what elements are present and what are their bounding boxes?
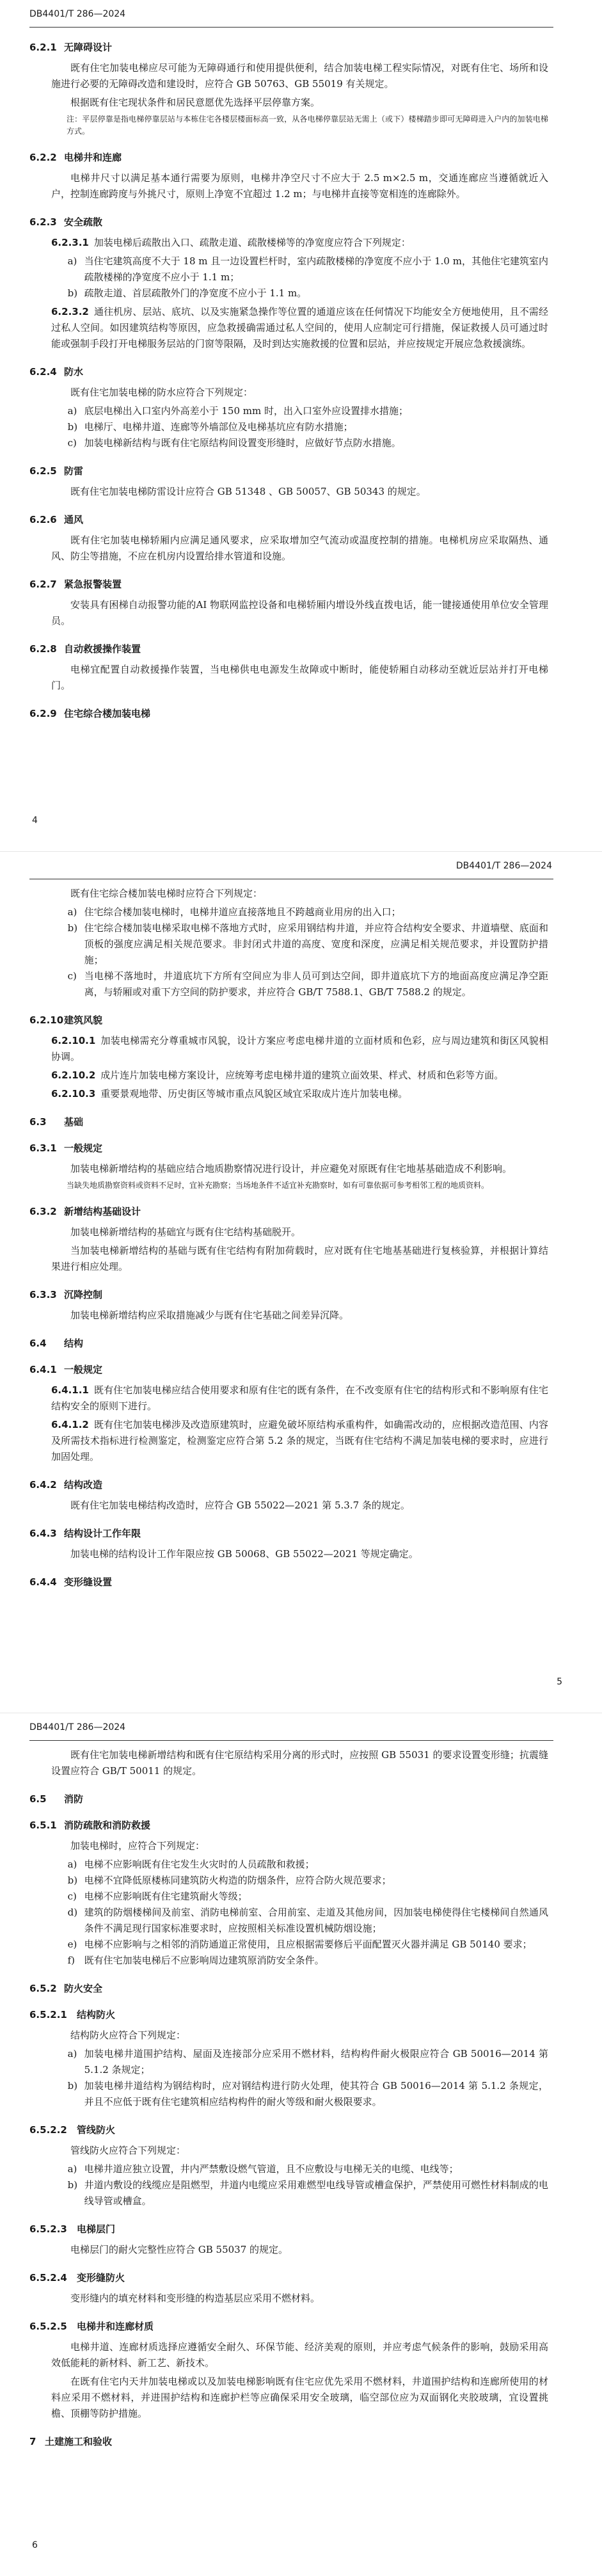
- section-heading-6-2-7: 6.2.7 紧急报警装置: [29, 579, 122, 590]
- section-heading-6-3: 6.3 基础: [29, 1116, 84, 1128]
- section-heading-6-5: 6.5 消防: [29, 1793, 84, 1805]
- clause-6-2-3-2: 6.2.3.2 通往机房、层站、底坑、以及实施紧急操作等位置的通道应该在任何情况下均能安全方便地使用，且不需经过私人空间。如因建筑结构等原因，应急救援确需通过私人空间的，使用人应制定可行措施，保证救援人员可通过时能或强制手段打开电梯服务层站的门窗等限隔，及时到达实施救援的位置和层站，并应按规定开展应急救援演练。: [51, 306, 548, 349]
- document-page-5: [0, 852, 602, 1713]
- section-heading-6-4: 6.4 结构: [29, 1338, 84, 1349]
- section-heading-6-2-8: 6.2.8 自动救援操作装置: [29, 643, 141, 655]
- header-rule: [29, 1740, 553, 1741]
- paragraph: 管线防火应符合下列规定：: [70, 2145, 186, 2156]
- list-item: d) 建筑的防烟楼梯间及前室、消防电梯前室、合用前室、走道及其他房间，因加装电梯使得住宅楼梯间自然通风条件不满足现行国家标准要求时，应按照相关标准设置机械防烟设施；: [67, 1907, 548, 1934]
- section-heading-6-2-3: 6.2.3 安全疏散: [29, 216, 103, 228]
- document-page-6: [0, 1713, 602, 2576]
- page-header-code: DB4401/T 286—2024: [29, 1722, 126, 1732]
- section-heading-6-5-2: 6.5.2 防火安全: [29, 1983, 103, 1994]
- section-heading-6-2-6: 6.2.6 通风: [29, 514, 84, 525]
- paragraph: 既有住宅加装电梯新增结构和既有住宅原结构采用分离的形式时，应按照 GB 55031 的要求设置变形缝；抗震缝设置应符合 GB/T 50011 的规定。: [51, 1749, 548, 1777]
- section-heading-6-5-2-5: 6.5.2.5 电梯井和连廊材质: [29, 2321, 154, 2332]
- paragraph: 加装电梯新增结构应采取措施减少与既有住宅基础之间差异沉降。: [70, 1309, 349, 1321]
- page-number: 6: [32, 2540, 38, 2550]
- section-heading-6-2-2: 6.2.2 电梯井和连廊: [29, 152, 122, 163]
- page-number: 5: [557, 1677, 562, 1687]
- paragraph: 电梯井道、连廊材质选择应遵循安全耐久、环保节能、经济美观的原则，并应考虑气候条件的影响，鼓励采用高效低能耗的新材料、新工艺、新技术。: [51, 2341, 548, 2369]
- section-heading-6-3-2: 6.3.2 新增结构基础设计: [29, 1206, 141, 1217]
- page-header-code: DB4401/T 286—2024: [455, 861, 552, 871]
- list-item: c) 当电梯不落地时，井道底坑下方所有空间应为非人员可到达空间，即井道底坑下方的地面高度应满足净空距离，与轿厢或对重下方空间的防护要求，并应符合 GB/T 7588.1、GB/T 7588.2 的规定。: [67, 970, 548, 998]
- list-item: a) 电梯不应影响既有住宅发生火灾时的人员疏散和救援；: [67, 1859, 315, 1870]
- list-6-2-3-1: [51, 253, 548, 301]
- section-heading-6-2-1: 6.2.1 无障碍设计: [29, 42, 113, 53]
- section-heading-6-2-5: 6.2.5 防雷: [29, 465, 84, 477]
- list-item: b) 住宅综合楼加装电梯采取电梯不落地方式时，应采用钢结构井道，并应符合结构安全要求、井道墙壁、底面和顶板的强度应满足相关规范要求。非封闭式井道的高度、宽度和深度，应满足相关规范要求，并设置防护措施；: [67, 922, 548, 966]
- list-item: a) 加装电梯井道围护结构、屋面及连接部分应采用不燃材料，结构构件耐火极限应符合 GB 50016—2014 第 5.1.2 条规定；: [67, 2048, 548, 2076]
- clause-6-2-10-3: 6.2.10.3 重要景观地带、历史街区等城市重点风貌区域宜采取成片连片加装电梯。: [51, 1088, 408, 1100]
- section-heading-6-4-2: 6.4.2 结构改造: [29, 1479, 103, 1491]
- page-header-code: DB4401/T 286—2024: [29, 9, 126, 19]
- paragraph: 电梯井尺寸以满足基本通行需要为原则，电梯井净空尺寸不应大于 2.5 m×2.5 m，交通连廊应当遵循就近入户，控制连廊跨度与外挑尺寸，原则上净宽不宜超过 1.2 m；与电梯井直接等宽相连的连廊除外。: [51, 172, 548, 200]
- section-heading-6-3-3: 6.3.3 沉降控制: [29, 1289, 103, 1300]
- header-rule: [29, 27, 553, 28]
- section-heading-6-5-2-2: 6.5.2.2 管线防火: [29, 2124, 116, 2136]
- paragraph: 加装电梯新增结构的基础宜与既有住宅结构基础脱开。: [70, 1226, 301, 1238]
- clause-6-4-1-1: 6.4.1.1 既有住宅加装电梯应结合使用要求和原有住宅的既有条件，在不改变原有住宅的结构形式和不影响原有住宅结构安全的原则下进行。: [51, 1384, 548, 1412]
- note: 当缺失地质勘察资料或资料不足时，宜补充勘察；当场地条件不适宜补充勘察时，如有可靠依据可参考相邻工程的地质资料。: [67, 1181, 489, 1190]
- paragraph: 既有住宅综合楼加装电梯时应符合下列规定：: [70, 888, 263, 899]
- paragraph: 既有住宅加装电梯防雷设计应符合 GB 51348 、GB 50057、GB 50343 的规定。: [70, 486, 426, 497]
- list-item: b) 加装电梯井道结构为钢结构时，应对钢结构进行防火处理，使其符合 GB 50016—2014 第 5.1.2 条规定，并且不应低于既有住宅建筑相应结构构件的耐火等级和耐火极限要求。: [67, 2080, 548, 2108]
- list-item: e) 电梯不应影响与之相邻的消防通道正常使用，且应根据需要修后平面配置灭火器并满足 GB 50140 要求；: [67, 1939, 532, 1950]
- paragraph: 加装电梯的结构设计工作年限应按 GB 50068、GB 55022—2021 等规定确定。: [70, 1548, 418, 1560]
- paragraph: 既有住宅加装电梯应尽可能为无障碍通行和使用提供便利，结合加装电梯工程实际情况，对既有住宅、场所和设施进行必要的无障碍改造和建设时，应符合 GB 50763、GB 55019 有关规定。: [51, 62, 548, 90]
- list-6-5-1: [51, 1857, 548, 1969]
- list-item: f) 既有住宅加装电梯后不应影响周边建筑原消防安全条件。: [67, 1955, 324, 1966]
- paragraph: 既有住宅加装电梯结构改造时，应符合 GB 55022—2021 第 5.3.7 条的规定。: [70, 1500, 410, 1511]
- section-heading-6-2-10: 6.2.10建筑风貌: [29, 1014, 103, 1026]
- clause-6-2-3-1: 6.2.3.1 加装电梯后疏散出入口、疏散走道、疏散楼梯等的净宽度应符合下列规定：: [51, 237, 411, 248]
- list-item: c) 加装电梯新结构与既有住宅原结构间设置变形缝时，应做好节点防水措施。: [67, 437, 401, 449]
- clause-6-2-10-2: 6.2.10.2 成片连片加装电梯方案设计，应统筹考虑电梯井道的建筑立面效果、样式、材质和色彩等方面。: [51, 1069, 504, 1081]
- clause-6-2-10-1: 6.2.10.1 加装电梯需充分尊重城市风貌，设计方案应考虑电梯井道的立面材质和色彩，应与周边建筑和街区风貌相协调。: [51, 1035, 548, 1062]
- section-heading-6-4-4: 6.4.4 变形缝设置: [29, 1576, 113, 1588]
- list-item: b) 电梯不宜降低原楼栋同建筑防火构造的防烟条件，应符合防火规范要求；: [67, 1875, 392, 1886]
- document-page-4: [0, 0, 602, 851]
- clause-6-4-1-2: 6.4.1.2 既有住宅加装电梯涉及改造原建筑时，应避免破坏原结构承重构件，如确需改动的，应根据改造范围、内容及所需技术指标进行检测鉴定，检测鉴定应符合第 5.2 条的规定，当既有住宅结构不满足加装电梯的要求时，应进行加固处理。: [51, 1419, 548, 1462]
- list-item: a) 底层电梯出入口室内外高差小于 150 mm 时，出入口室外应设置排水措施；: [67, 405, 408, 417]
- paragraph: 结构防火应符合下列规定：: [70, 2029, 186, 2041]
- section-heading-6-4-1: 6.4.1 一般规定: [29, 1364, 103, 1375]
- section-heading-6-2-9: 6.2.9 住宅综合楼加装电梯: [29, 708, 151, 719]
- paragraph: 电梯层门的耐火完整性应符合 GB 55037 的规定。: [70, 2244, 289, 2255]
- list-item: a) 当住宅建筑高度不大于 18 m 且一边设置栏杆时，室内疏散楼梯的净宽度不应小于 1.0 m，其他住宅建筑室内疏散楼梯的净宽度不应小于 1.1 m；: [67, 255, 548, 283]
- paragraph: 既有住宅加装电梯轿厢内应满足通风要求，应采取增加空气流动或温度控制的措施。电梯机房应采取隔热、通风、防尘等措施，不应在机房内设置给排水管道和设施。: [51, 534, 548, 562]
- section-heading-6-5-1: 6.5.1 消防疏散和消防救援: [29, 1820, 151, 1831]
- paragraph: 既有住宅加装电梯的防水应符合下列规定：: [70, 387, 253, 398]
- section-heading-6-5-2-4: 6.5.2.4 变形缝防火: [29, 2272, 125, 2284]
- page-number: 4: [32, 815, 38, 826]
- list-6-5-2-2: [51, 2161, 548, 2209]
- list-6-2-4: [51, 403, 548, 451]
- paragraph: 在既有住宅内天井加装电梯或以及加装电梯影响既有住宅应优先采用不燃材料，井道围护结构和连廊所使用的材料应采用不燃材料，并进围护结构和连廊护栏等应确保采用安全玻璃，临空部位应为双面钢化夹胶玻璃，宜设置挑檐、顶棚等防护措施。: [51, 2376, 548, 2419]
- paragraph: 电梯宜配置自动救援操作装置，当电梯供电电源发生故障或中断时，能使轿厢自动移动至就近层站并打开电梯门。: [51, 664, 548, 691]
- section-heading-6-5-2-1: 6.5.2.1 结构防火: [29, 2009, 116, 2020]
- list-item: a) 电梯井道应独立设置，井内严禁敷设燃气管道，且不应敷设与电梯无关的电缆、电线等；: [67, 2163, 459, 2175]
- paragraph: 当加装电梯新增结构的基础与既有住宅结构有附加荷载时，应对既有住宅地基基础进行复核验算，并根据计算结果进行相应处理。: [51, 1245, 548, 1272]
- paragraph: 加装电梯新增结构的基础应结合地质勘察情况进行设计，并应避免对原既有住宅地基基础造成不利影响。: [70, 1163, 512, 1174]
- list-item: b) 电梯厅、电梯井道、连廊等外墙部位及电梯基坑应有防水措施；: [67, 421, 353, 433]
- list-6-5-2-1: [51, 2046, 548, 2110]
- list-item: b) 疏散走道、首层疏散外门的净宽度不应小于 1.1 m。: [67, 287, 307, 299]
- paragraph: 根据既有住宅现状条件和居民意愿优先选择平层停靠方案。: [70, 97, 321, 108]
- list-item: a) 住宅综合楼加装电梯时，电梯井道应直接落地且不跨越商业用房的出入口；: [67, 906, 401, 918]
- note: 注：平层停靠是指电梯停靠层站与本栋住宅各楼层楼面标高一致，从各电梯停靠层站无需上（或下）楼梯踏步即可无障碍进入户内的加装电梯方式。: [67, 115, 548, 136]
- paragraph: 安装具有困梯自动报警功能的AI 物联网监控设备和电梯轿厢内增设外线直拨电话，能一键接通使用单位安全管理员。: [51, 599, 548, 627]
- section-heading-6-3-1: 6.3.1 一般规定: [29, 1142, 103, 1154]
- list-6-2-9: [51, 904, 548, 1000]
- section-heading-6-5-2-3: 6.5.2.3 电梯层门: [29, 2223, 116, 2235]
- paragraph: 变形缝内的填充材料和变形缝的构造基层应采用不燃材料。: [70, 2292, 321, 2304]
- section-heading-6-4-3: 6.4.3 结构设计工作年限: [29, 1528, 141, 1539]
- list-item: c) 电梯不应影响既有住宅建筑耐火等级；: [67, 1891, 248, 1902]
- section-heading-7: 7 土建施工和验收: [29, 2436, 113, 2447]
- list-item: b) 井道内敷设的线缆应是阻燃型，井道内电缆应采用难燃型电线导管或槽盒保护，严禁使用可燃性材料制成的电线导管或槽盒。: [67, 2179, 548, 2207]
- paragraph: 加装电梯时，应符合下列规定：: [70, 1840, 205, 1852]
- section-heading-6-2-4: 6.2.4 防水: [29, 366, 84, 378]
